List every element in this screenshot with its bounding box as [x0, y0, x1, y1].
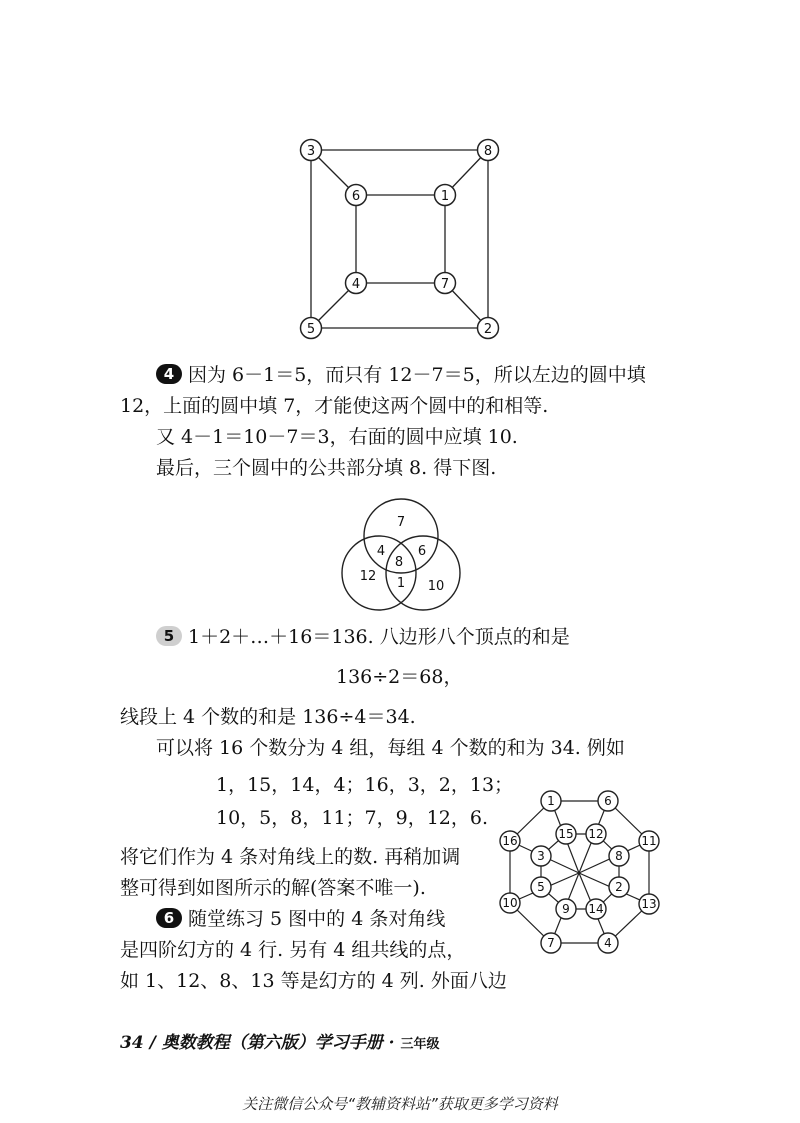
venn-label: 4 — [376, 544, 386, 559]
wechat-note: 关注微信公众号“教辅资料站”获取更多学习资料 — [242, 1095, 558, 1113]
p6-line-3: 如 1、12、8、13 等是幻方的 4 列. 外面八边 — [120, 970, 507, 992]
venn-diagram — [335, 495, 470, 615]
octagon-label: 4 — [604, 936, 612, 950]
book-title: 奥数教程（第六版）学习手册 — [161, 1033, 383, 1053]
p6-text-1: 随堂练习 5 图中的 4 条对角线 — [188, 908, 446, 930]
venn-label: 7 — [396, 515, 406, 530]
octagon-label: 1 — [547, 794, 555, 808]
venn-label: 1 — [396, 576, 406, 591]
cube-label: 5 — [306, 322, 316, 337]
section-badge-6: 6 — [156, 908, 182, 928]
p5-line-3: 线段上 4 个数的和是 136÷4＝34. — [120, 706, 416, 728]
cube-label: 3 — [306, 144, 316, 159]
cube-label: 2 — [483, 322, 493, 337]
octagon-label: 7 — [547, 936, 555, 950]
octagon-label: 12 — [588, 827, 604, 841]
p5-text-1: 1＋2＋…＋16＝136. 八边形八个顶点的和是 — [188, 626, 570, 648]
cube-label: 4 — [351, 277, 361, 292]
p6-line-1 — [156, 906, 445, 932]
venn-label: 12 — [359, 569, 377, 584]
grade-label: 三年级 — [400, 1037, 440, 1052]
octagon-label: 6 — [604, 794, 612, 808]
octagon-label: 8 — [615, 849, 623, 863]
p4-line-3: 又 4－1＝10－7＝3，右面的圆中应填 10. — [156, 426, 518, 448]
venn-label: 8 — [394, 555, 404, 570]
p4-line-1 — [156, 362, 646, 388]
octagon-label: 3 — [537, 849, 545, 863]
p5-line-2: 136÷2＝68， — [336, 666, 463, 688]
p6-line-2: 是四阶幻方的 4 行. 另有 4 组共线的点， — [120, 939, 466, 961]
octagon-label: 13 — [641, 897, 657, 911]
p5-line-8: 整可得到如图所示的解(答案不唯一). — [120, 877, 426, 899]
octagon-label: 14 — [588, 902, 604, 916]
venn-label: 10 — [427, 579, 445, 594]
cube-label: 7 — [440, 277, 450, 292]
cube-label: 8 — [483, 144, 493, 159]
cube-label: 1 — [440, 189, 450, 204]
p4-line-2: 12，上面的圆中填 7，才能使这两个圆中的和相等. — [120, 395, 549, 417]
octagon-label: 9 — [562, 902, 570, 916]
octagon-label: 5 — [537, 880, 545, 894]
octagon-label: 11 — [641, 834, 657, 848]
footer-dot: · — [388, 1033, 395, 1053]
page-number: 34 — [120, 1033, 144, 1053]
section-badge-5: 5 — [156, 626, 182, 646]
octagon-label: 15 — [558, 827, 574, 841]
section-badge-4: 4 — [156, 364, 182, 384]
cube-diagram — [290, 130, 510, 340]
page-footer — [120, 1028, 440, 1053]
p5-line-1 — [156, 624, 570, 650]
p5-line-6: 10，5，8，11；7，9，12，6. — [216, 807, 489, 829]
octagon-diagram — [490, 786, 670, 961]
p5-line-5: 1，15，14，4；16，3，2，13； — [216, 774, 514, 796]
p4-text-1: 因为 6－1＝5，而只有 12－7＝5，所以左边的圆中填 — [188, 364, 646, 386]
p5-line-7: 将它们作为 4 条对角线上的数. 再稍加调 — [120, 846, 461, 868]
octagon-label: 16 — [502, 834, 518, 848]
p4-line-4: 最后，三个圆中的公共部分填 8. 得下图. — [156, 457, 497, 479]
p5-line-4: 可以将 16 个数分为 4 组，每组 4 个数的和为 34. 例如 — [156, 737, 625, 759]
octagon-label: 2 — [615, 880, 623, 894]
footer-slash: / — [149, 1033, 156, 1053]
venn-label: 6 — [417, 544, 427, 559]
octagon-label: 10 — [502, 896, 518, 910]
cube-label: 6 — [351, 189, 361, 204]
